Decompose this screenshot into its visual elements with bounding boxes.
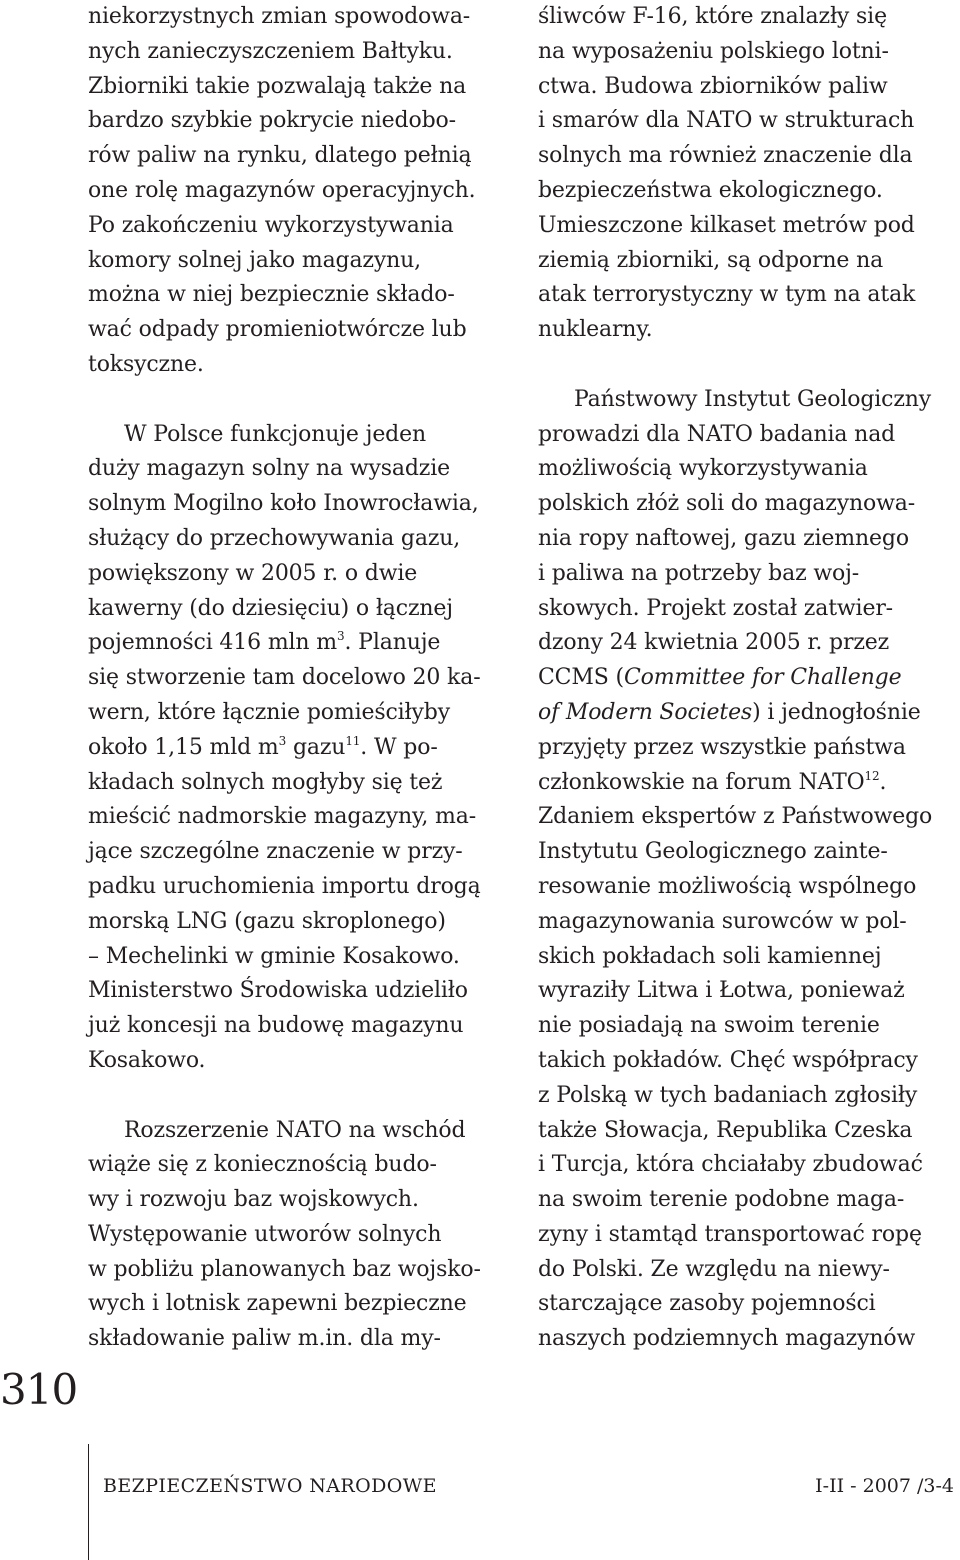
text-line — [538, 0, 960, 35]
text-segment: Państwowy Instytut Geologiczny — [574, 386, 932, 412]
text-segment: gazu — [286, 734, 346, 760]
text-line — [88, 209, 513, 244]
text-segment: z Polską w tych badaniach zgłosiły — [538, 1082, 918, 1108]
text-line — [88, 522, 513, 557]
text-segment: atak terrorystyczny w tym na atak — [538, 282, 916, 308]
text-line — [538, 1114, 960, 1149]
footer-journal-title: BEZPIECZEŃSTWO NARODOWE — [103, 1475, 437, 1497]
text-segment: solnych ma również znaczenie dla — [538, 143, 913, 169]
text-segment: kawerny (do dziesięciu) o łącznej — [88, 595, 453, 621]
text-line — [88, 418, 513, 453]
text-segment: wyraziły Litwa i Łotwa, ponieważ — [538, 978, 905, 1004]
text-segment: w pobliżu planowanych baz wojsko- — [88, 1256, 481, 1282]
text-line — [88, 1009, 513, 1044]
text-segment: magazynowania surowców w pol- — [538, 908, 907, 934]
text-segment: ziemią zbiorniki, są odporne na — [538, 247, 884, 273]
text-line — [538, 104, 960, 139]
text-segment: skowych. Projekt został zatwier- — [538, 595, 893, 621]
text-line — [538, 696, 960, 731]
text-segment: duży magazyn solny na wysadzie — [88, 456, 450, 482]
text-line — [538, 1287, 960, 1322]
text-line — [538, 1218, 960, 1253]
text-line — [538, 1253, 960, 1288]
text-line — [88, 592, 513, 627]
text-segment: . — [879, 769, 887, 795]
text-segment: nia ropy naftowej, gazu ziemnego — [538, 525, 909, 551]
text-line — [88, 452, 513, 487]
text-segment: wych i lotnisk zapewni bezpieczne — [88, 1291, 467, 1317]
text-line — [538, 70, 960, 105]
text-line — [88, 35, 513, 70]
text-segment: solnym Mogilno koło Inowrocławia, — [88, 491, 479, 517]
text-segment: Kosakowo. — [88, 1047, 206, 1073]
text-line — [538, 313, 960, 348]
text-segment: bardzo szybkie pokrycie niedobo- — [88, 108, 456, 134]
text-line — [88, 278, 513, 313]
text-line — [538, 278, 960, 313]
right-text-column — [538, 0, 960, 1357]
text-segment: Zdaniem ekspertów z Państwowego — [538, 804, 933, 830]
superscript-footnote: 11 — [345, 733, 361, 748]
superscript-footnote: 3 — [278, 733, 287, 748]
text-segment: – Mechelinki w gminie Kosakowo. — [88, 943, 460, 969]
text-line — [88, 487, 513, 522]
text-segment: Umieszczone kilkaset metrów pod — [538, 212, 915, 238]
text-line — [88, 731, 513, 766]
text-line — [88, 104, 513, 139]
text-segment: Rozszerzenie NATO na wschód — [124, 1117, 466, 1143]
text-segment: wać odpady promieniotwórcze lub — [88, 317, 467, 343]
text-line — [88, 139, 513, 174]
text-segment: i smarów dla NATO w strukturach — [538, 108, 915, 134]
text-line — [538, 870, 960, 905]
text-segment: śliwców F-16, które znalazły się — [538, 4, 887, 29]
text-segment: ctwa. Budowa zbiorników paliw — [538, 73, 888, 99]
text-line — [538, 766, 960, 801]
text-line — [88, 313, 513, 348]
text-line — [538, 1009, 960, 1044]
text-segment: CCMS ( — [538, 665, 624, 691]
text-line — [538, 209, 960, 244]
text-segment: dzony 24 kwietnia 2005 r. przez — [538, 630, 890, 656]
text-line — [88, 766, 513, 801]
text-segment: także Słowacja, Republika Czeska — [538, 1117, 913, 1143]
superscript-footnote: 12 — [864, 768, 880, 783]
text-line — [538, 418, 960, 453]
text-line — [88, 70, 513, 105]
text-line — [538, 661, 960, 696]
text-line — [538, 800, 960, 835]
text-line — [538, 974, 960, 1009]
text-line — [88, 626, 513, 661]
text-segment: bezpieczeństwa ekologicznego. — [538, 177, 883, 203]
text-segment: i paliwa na potrzeby baz woj- — [538, 560, 860, 586]
text-segment: składowanie paliw m.in. dla my- — [88, 1326, 441, 1352]
italic-text: of Modern Societes — [538, 699, 753, 725]
superscript-footnote: 3 — [337, 629, 345, 644]
text-segment: na wyposażeniu polskiego lotni- — [538, 38, 889, 64]
text-segment: . Planuje — [344, 630, 441, 656]
text-segment: toksyczne. — [88, 351, 204, 377]
text-line — [88, 244, 513, 279]
text-segment: powiększony w 2005 r. o dwie — [88, 560, 418, 586]
paragraph-gap — [538, 348, 960, 383]
text-line — [538, 1044, 960, 1079]
text-line — [538, 383, 960, 418]
text-line — [538, 487, 960, 522]
text-line — [88, 974, 513, 1009]
text-line — [88, 835, 513, 870]
text-line — [88, 0, 513, 35]
footer-divider — [88, 1444, 89, 1560]
text-line — [88, 1044, 513, 1079]
text-line — [538, 244, 960, 279]
text-segment: przyjęty przez wszystkie państwa — [538, 734, 906, 760]
text-line — [88, 800, 513, 835]
text-line — [538, 557, 960, 592]
text-segment: one rolę magazynów operacyjnych. — [88, 177, 476, 203]
text-line — [88, 1218, 513, 1253]
text-segment: nych zanieczyszczeniem Bałtyku. — [88, 38, 453, 64]
text-line — [88, 557, 513, 592]
text-line — [88, 1183, 513, 1218]
text-segment: niekorzystnych zmian spowodowa- — [88, 4, 471, 29]
text-line — [538, 139, 960, 174]
text-line — [88, 1114, 513, 1149]
text-segment: Ministerstwo Środowiska udzieliło — [88, 978, 468, 1004]
text-segment: padku uruchomienia importu drogą — [88, 873, 481, 899]
text-segment: prowadzi dla NATO badania nad — [538, 421, 896, 447]
left-text-column — [88, 0, 513, 1357]
text-segment: kładach solnych mogłyby się też — [88, 769, 443, 795]
text-line — [88, 174, 513, 209]
text-segment: wern, które łącznie pomieściłyby — [88, 699, 451, 725]
text-line — [538, 1148, 960, 1183]
page-number: 310 — [0, 1365, 78, 1414]
text-line — [88, 348, 513, 383]
text-segment: W Polsce funkcjonuje jeden — [124, 421, 427, 447]
text-line — [538, 1183, 960, 1218]
text-segment: na swoim terenie podobne maga- — [538, 1187, 905, 1213]
text-segment: mieścić nadmorskie magazyny, ma- — [88, 804, 477, 830]
text-segment: polskich złóż soli do magazynowa- — [538, 491, 916, 517]
text-segment: rów paliw na rynku, dlatego pełnią — [88, 143, 472, 169]
text-segment: do Polski. Ze względu na niewy- — [538, 1256, 890, 1282]
text-line — [88, 1287, 513, 1322]
text-segment: nie posiadają na swoim terenie — [538, 1013, 880, 1039]
text-line — [88, 870, 513, 905]
text-segment: służący do przechowywania gazu, — [88, 525, 461, 551]
italic-text: Committee for Challenge — [623, 665, 902, 691]
text-line — [538, 35, 960, 70]
text-line — [88, 1148, 513, 1183]
text-segment: skich pokładach soli kamiennej — [538, 943, 882, 969]
text-segment: około 1,15 mld m — [88, 734, 279, 760]
text-line — [538, 592, 960, 627]
text-segment: naszych podziemnych magazynów — [538, 1326, 916, 1352]
text-line — [538, 1079, 960, 1114]
text-segment: wy i rozwoju baz wojskowych. — [88, 1187, 419, 1213]
text-segment: można w niej bezpiecznie składo- — [88, 282, 455, 308]
text-line — [538, 835, 960, 870]
text-segment: ) i jednogłośnie — [752, 699, 921, 725]
text-line — [538, 174, 960, 209]
text-segment: zyny i stamtąd transportować ropę — [538, 1221, 922, 1247]
text-segment: takich pokładów. Chęć współpracy — [538, 1047, 918, 1073]
text-line — [88, 905, 513, 940]
text-line — [88, 1253, 513, 1288]
text-line — [538, 940, 960, 975]
text-segment: Zbiorniki takie pozwalają także na — [88, 73, 467, 99]
text-line — [538, 522, 960, 557]
text-segment: komory solnej jako magazynu, — [88, 247, 422, 273]
text-line — [538, 626, 960, 661]
paragraph-gap — [88, 1079, 513, 1114]
text-segment: Po zakończeniu wykorzystywania — [88, 212, 454, 238]
text-line — [88, 661, 513, 696]
text-line — [538, 731, 960, 766]
text-line — [538, 905, 960, 940]
text-segment: jące szczególne znaczenie w przy- — [88, 839, 463, 865]
text-segment: Występowanie utworów solnych — [88, 1221, 442, 1247]
text-segment: wiąże się z koniecznością budo- — [88, 1152, 437, 1178]
text-line — [538, 1322, 960, 1357]
text-segment: Instytutu Geologicznego zainte- — [538, 839, 888, 865]
text-segment: resowanie możliwością wspólnego — [538, 873, 917, 899]
text-segment: morską LNG (gazu skroplonego) — [88, 908, 446, 934]
text-line — [538, 452, 960, 487]
text-segment: starczające zasoby pojemności — [538, 1291, 876, 1317]
text-segment: . W po- — [360, 734, 438, 760]
text-segment: się stworzenie tam docelowo 20 ka- — [88, 665, 481, 691]
text-segment: członkowskie na forum NATO — [538, 769, 865, 795]
text-segment: i Turcja, która chciałaby zbudować — [538, 1152, 923, 1178]
text-segment: już koncesji na budowę magazynu — [88, 1013, 464, 1039]
text-segment: pojemności 416 mln m — [88, 630, 337, 656]
text-line — [88, 696, 513, 731]
paragraph-gap — [88, 383, 513, 418]
text-line — [88, 940, 513, 975]
text-line — [88, 1322, 513, 1357]
footer-issue-number: I-II - 2007 /3-4 — [815, 1475, 954, 1497]
text-segment: nuklearny. — [538, 317, 653, 343]
text-segment: możliwością wykorzystywania — [538, 456, 868, 482]
